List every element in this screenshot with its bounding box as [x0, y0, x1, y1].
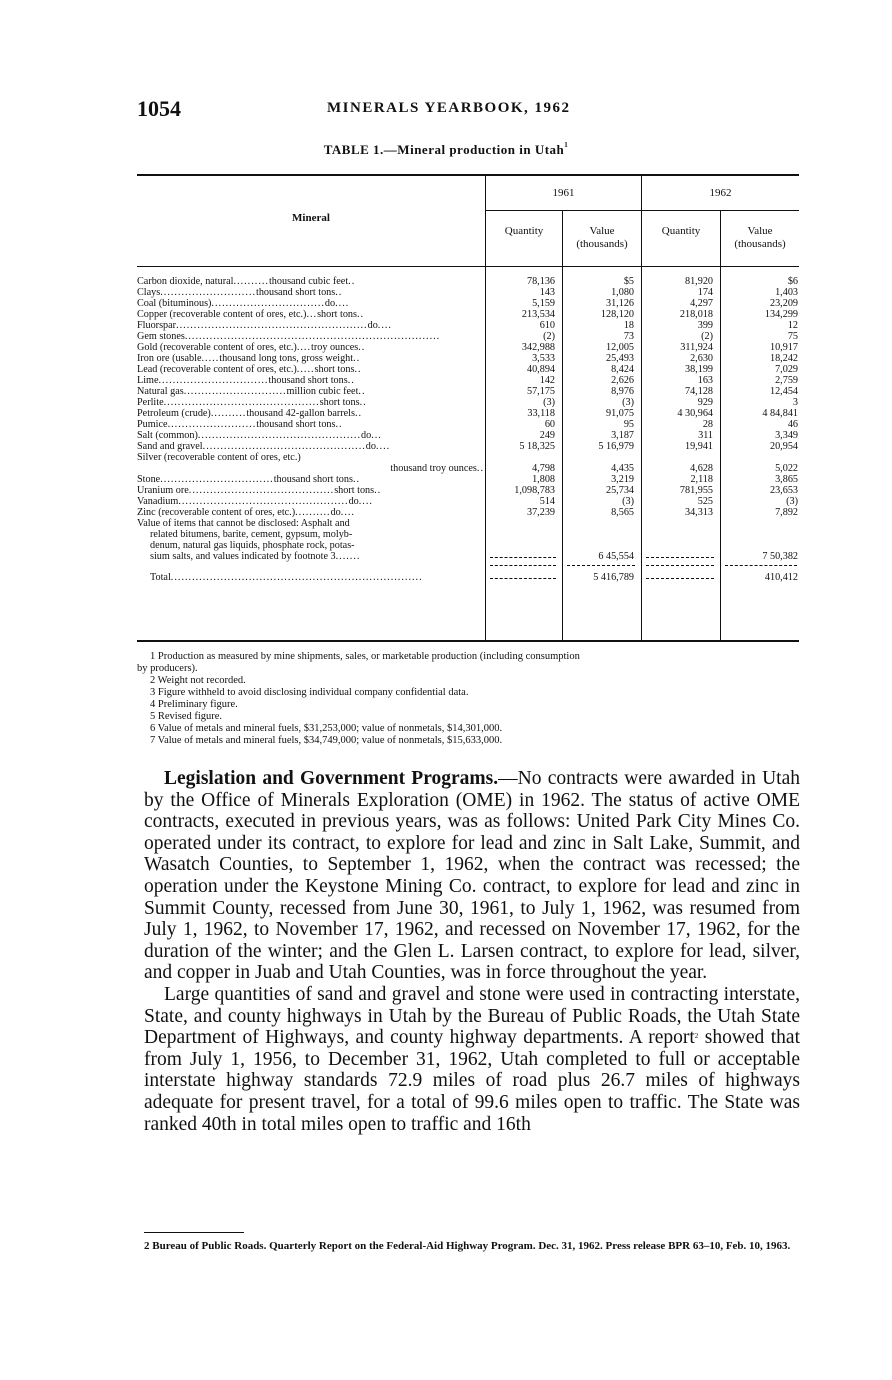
cell-q62: 399 — [697, 320, 713, 331]
cell-q62: 174 — [697, 287, 713, 298]
cell-q62: 311,924 — [680, 342, 713, 353]
table-footnote: 7 Value of metals and mineral fuels, $34,749,000; value of nonmetals, $15,633,000. — [150, 735, 503, 746]
cell-v62: 1,403 — [775, 287, 798, 298]
cell-q61: 514 — [539, 496, 555, 507]
value-1961-header-line2: (thousands) — [576, 238, 628, 250]
cell-v61: 2,626 — [611, 375, 634, 386]
cell-q62: 163 — [697, 375, 713, 386]
cell-v61: 128,120 — [600, 309, 634, 320]
table-row — [0, 441, 892, 452]
total-label: Total....................................................................... — [150, 572, 423, 583]
page-footnote: 2 Bureau of Public Roads. Quarterly Report on the Federal-Aid Highway Program. Dec. 31, 1962. Press release BPR 63–10, Feb. 10, 1963. — [144, 1240, 791, 1252]
cell-q62: 74,128 — [684, 386, 713, 397]
paragraph-text: Large quantities of sand and gravel and stone were used in contracting interstate, State, and county highways in Utah by the Bureau of Public Roads, the Utah State Department of Highways, and county highway departments. A report — [144, 983, 800, 1049]
value-1961-header — [563, 225, 641, 251]
cell-q62: 2,118 — [690, 474, 713, 485]
cell-q61: 143 — [539, 287, 555, 298]
cell-q61: 610 — [539, 320, 555, 331]
section-heading: Legislation and Government Programs. — [164, 768, 499, 789]
table-title-text: TABLE 1.—Mineral production in Utah — [323, 142, 565, 157]
row-label: Carbon dioxide, natural..........thousand cubic feet.. — [137, 276, 356, 287]
cell-v62: 3 — [792, 397, 798, 408]
table-row — [0, 386, 892, 397]
table-row — [0, 507, 892, 518]
value-1962-header-line2: (thousands) — [734, 238, 786, 250]
cell-v61: 31,126 — [605, 298, 634, 309]
cell-q61: 342,988 — [521, 342, 555, 353]
cell-q61: 78,136 — [526, 276, 555, 287]
table-row — [0, 298, 892, 309]
table-row-undisclosed — [0, 518, 892, 529]
cell-q61: 5,159 — [532, 298, 555, 309]
table-footnote: 6 Value of metals and mineral fuels, $31,253,000; value of nonmetals, $14,301,000. — [150, 723, 503, 734]
row-label: Iron ore (usable.....thousand long tons, gross weight.. — [137, 353, 361, 364]
cell-v61: (3) — [622, 397, 634, 408]
table-title-note: 1 — [564, 141, 569, 149]
table-row — [0, 276, 892, 287]
cell-q62: 781,955 — [679, 485, 713, 496]
row-label: Coal (bituminous)................................do.... — [137, 298, 350, 309]
table-row — [0, 320, 892, 331]
paragraph-text: —No contracts were awarded in Utah by the Office of Minerals Exploration (OME) in 1962. The status of active OME contracts, executed in previous years, was as follows: United Park City Mines Co. operated under its contract, to explore for lead and zinc in Salt Lake, Summit, and Wasatch Counties, to September 1, 1962, when the contract was recessed; the operation under the Keystone Mining Co. contract, to explore for lead and zinc in Summit County, recessed from June 30, 1961, to July 1, 1962, was resumed from July 1, 1962, to November 17, 1962, and recessed on November 17, 1962, for the duration of the winter; and the Glen L. Larsen contract, to explore for lead, silver, and copper in Juab and Utah Counties, was in force throughout the year. — [144, 768, 801, 984]
table-row — [0, 309, 892, 320]
cell-v61: 25,493 — [605, 353, 634, 364]
quantity-1962-header: Quantity — [661, 225, 701, 237]
cell-v62: 10,917 — [769, 342, 798, 353]
table-row — [0, 452, 892, 463]
row-label: Lead (recoverable content of ores, etc.).....short tons.. — [137, 364, 362, 375]
cell-v61: 3,187 — [611, 430, 634, 441]
table-row — [0, 474, 892, 485]
cell-v61: 18 — [623, 320, 634, 331]
row-label: Pumice.........................thousand short tons.. — [137, 419, 343, 430]
cell-v62: 3,349 — [775, 430, 798, 441]
cell-v62: 12,454 — [769, 386, 798, 397]
table-footnote: 5 Revised figure. — [150, 711, 223, 722]
cell-total-v62: 410,412 — [764, 572, 798, 583]
year-1961-header: 1961 — [552, 187, 575, 199]
cell-q62: 19,941 — [684, 441, 713, 452]
cell-q61: 57,175 — [526, 386, 555, 397]
cell-v61: 12,005 — [605, 342, 634, 353]
table-row — [0, 331, 892, 342]
cell-v62: 75 — [787, 331, 798, 342]
cell-v62: 12 — [787, 320, 798, 331]
mineral-header: Mineral — [292, 212, 330, 224]
cell-v62: 23,653 — [769, 485, 798, 496]
table-row-undisclosed — [0, 551, 892, 562]
cell-v61: 3,219 — [611, 474, 634, 485]
row-label: Uranium ore.........................................short tons.. — [137, 485, 382, 496]
cell-v61: 73 — [623, 331, 634, 342]
body-text — [144, 768, 800, 1135]
row-label: Salt (common)..............................................do... — [137, 430, 382, 441]
table-top-rule — [137, 174, 799, 176]
cell-q61: (2) — [543, 331, 555, 342]
table-row — [0, 430, 892, 441]
footnote-ref: 2 — [694, 1032, 699, 1041]
cell-v61: 5 16,979 — [598, 441, 634, 452]
cell-q62: 4,628 — [690, 463, 713, 474]
cell-q61: 142 — [539, 375, 555, 386]
cell-v62: 5,022 — [775, 463, 798, 474]
row-label: Perlite............................................short tons.. — [137, 397, 367, 408]
dash-undisclosed-q61 — [490, 557, 556, 558]
dash-total-q62 — [646, 578, 714, 579]
cell-q62: 2,630 — [690, 353, 713, 364]
cell-v62: 134,299 — [764, 309, 798, 320]
table-footnote: 3 Figure withheld to avoid disclosing individual company confidential data. — [150, 687, 469, 698]
cell-q61: 1,098,783 — [514, 485, 555, 496]
cell-v62: 46 — [787, 419, 798, 430]
table-row — [0, 353, 892, 364]
table-row-undisclosed — [0, 540, 892, 551]
cell-v61: 25,734 — [605, 485, 634, 496]
header-year-rule — [486, 210, 799, 211]
running-head — [137, 96, 797, 124]
table-row — [0, 287, 892, 298]
table-footnote: 1 Production as measured by mine shipments, sales, or marketable production (including consumption — [150, 651, 580, 662]
table-row — [0, 496, 892, 507]
value-1961-header-line1: Value — [589, 225, 615, 237]
row-label: denum, natural gas liquids, phosphate rock, potas- — [150, 540, 355, 551]
cell-q62: 218,018 — [679, 309, 713, 320]
cell-v62: 18,242 — [769, 353, 798, 364]
cell-q62: 28 — [702, 419, 713, 430]
cell-v62: 3,865 — [775, 474, 798, 485]
cell-q61: 1,808 — [532, 474, 555, 485]
table-row — [0, 419, 892, 430]
cell-q61: 249 — [539, 430, 555, 441]
cell-v62: $6 — [787, 276, 798, 287]
cell-v61: 95 — [623, 419, 634, 430]
cell-q61: (3) — [543, 397, 555, 408]
cell-q62: 38,199 — [684, 364, 713, 375]
row-label: Fluorspar......................................................do.... — [137, 320, 392, 331]
paragraph-legislation — [144, 768, 800, 984]
table-title — [0, 142, 892, 158]
table-row — [0, 342, 892, 353]
table-footnote: by producers). — [137, 663, 198, 674]
year-1962-header: 1962 — [709, 187, 732, 199]
cell-total-v61: 5 416,789 — [593, 572, 634, 583]
cell-q62: 929 — [697, 397, 713, 408]
page-number: 1054 — [137, 96, 181, 121]
running-title: MINERALS YEARBOOK, 1962 — [327, 100, 571, 116]
cell-q61: 37,239 — [526, 507, 555, 518]
table-row — [0, 364, 892, 375]
cell-q61: 40,894 — [526, 364, 555, 375]
dash-sep-v61 — [567, 565, 635, 566]
table-footnote: 4 Preliminary figure. — [150, 699, 238, 710]
table-bottom-rule — [137, 640, 799, 642]
row-label: Silver (recoverable content of ores, etc.) — [137, 452, 301, 463]
cell-v61: 4,435 — [611, 463, 634, 474]
cell-q61: 4,798 — [532, 463, 555, 474]
table-row-total — [0, 572, 892, 583]
table-row — [0, 408, 892, 419]
row-label: related bitumens, barite, cement, gypsum, molyb- — [150, 529, 353, 540]
cell-q62: 34,313 — [684, 507, 713, 518]
dash-sep-q62 — [646, 565, 714, 566]
cell-v61: 91,075 — [605, 408, 634, 419]
value-1962-header-line1: Value — [747, 225, 773, 237]
cell-v61: 1,080 — [611, 287, 634, 298]
cell-v61: 8,424 — [611, 364, 634, 375]
dash-sep-v62 — [725, 565, 797, 566]
cell-q62: 4 30,964 — [677, 408, 713, 419]
cell-v61: 8,976 — [611, 386, 634, 397]
row-label: Vanadium................................................do.... — [137, 496, 373, 507]
cell-v61: (3) — [622, 496, 634, 507]
cell-q62: 4,297 — [690, 298, 713, 309]
cell-q62: (2) — [701, 331, 713, 342]
cell-q61: 33,118 — [527, 408, 555, 419]
row-label: Clays...........................thousand short tons.. — [137, 287, 343, 298]
cell-q62: 311 — [698, 430, 713, 441]
cell-v62: 20,954 — [769, 441, 798, 452]
cell-v61: 6 45,554 — [598, 551, 634, 562]
cell-q62: 525 — [697, 496, 713, 507]
footnote-rule — [144, 1232, 244, 1233]
table-row — [0, 463, 892, 474]
dash-total-q61 — [490, 578, 556, 579]
cell-v62: 7 50,382 — [762, 551, 798, 562]
paragraph-highways — [144, 984, 800, 1135]
row-label: Sand and gravel..............................................do.... — [137, 441, 391, 452]
cell-v62: (3) — [786, 496, 798, 507]
dash-sep-q61 — [490, 565, 556, 566]
cell-v62: 4 84,841 — [762, 408, 798, 419]
cell-v62: 7,029 — [775, 364, 798, 375]
cell-q61: 213,534 — [521, 309, 555, 320]
row-label: Value of items that cannot be disclosed: Asphalt and — [137, 518, 350, 529]
table-row-undisclosed — [0, 529, 892, 540]
cell-q61: 3,533 — [532, 353, 555, 364]
row-label: Natural gas.............................million cubic feet.. — [137, 386, 366, 397]
row-label: Gem stones........................................................................ — [137, 331, 441, 342]
cell-q61: 5 18,325 — [519, 441, 555, 452]
table-row — [0, 375, 892, 386]
row-label: Copper (recoverable content of ores, etc.)...short tons.. — [137, 309, 365, 320]
row-label: Stone................................thousand short tons.. — [137, 474, 361, 485]
paragraph-text: showed that from July 1, 1956, to December 31, 1962, Utah completed to full or acceptable interstate highway standards 72.9 miles of road plus 26.7 miles of highways adequate for present travel, for a total of 99.6 miles open to traffic. The State was ranked 40th in total miles open to traffic and 16th — [144, 1027, 800, 1135]
row-label: Petroleum (crude)..........thousand 42-gallon barrels.. — [137, 408, 363, 419]
cell-v61: $5 — [623, 276, 634, 287]
row-label: sium salts, and values indicated by footnote 3....... — [150, 551, 361, 562]
row-label: Zinc (recoverable content of ores, etc.)..........do.... — [137, 507, 355, 518]
cell-v62: 7,892 — [775, 507, 798, 518]
cell-q61: 60 — [544, 419, 555, 430]
value-1962-header — [721, 225, 799, 251]
table-row — [0, 485, 892, 496]
table-row — [0, 397, 892, 408]
cell-q62: 81,920 — [684, 276, 713, 287]
row-label: Gold (recoverable content of ores, etc.)....troy ounces.. — [137, 342, 366, 353]
table-footnote: 2 Weight not recorded. — [150, 675, 246, 686]
dash-undisclosed-q62 — [646, 557, 714, 558]
row-label: thousand troy ounces.. — [390, 463, 484, 474]
cell-v62: 23,209 — [769, 298, 798, 309]
header-bottom-rule — [137, 266, 799, 267]
quantity-1961-header: Quantity — [504, 225, 544, 237]
cell-v62: 2,759 — [775, 375, 798, 386]
row-label: Lime...............................thousand short tons.. — [137, 375, 355, 386]
cell-v61: 8,565 — [611, 507, 634, 518]
